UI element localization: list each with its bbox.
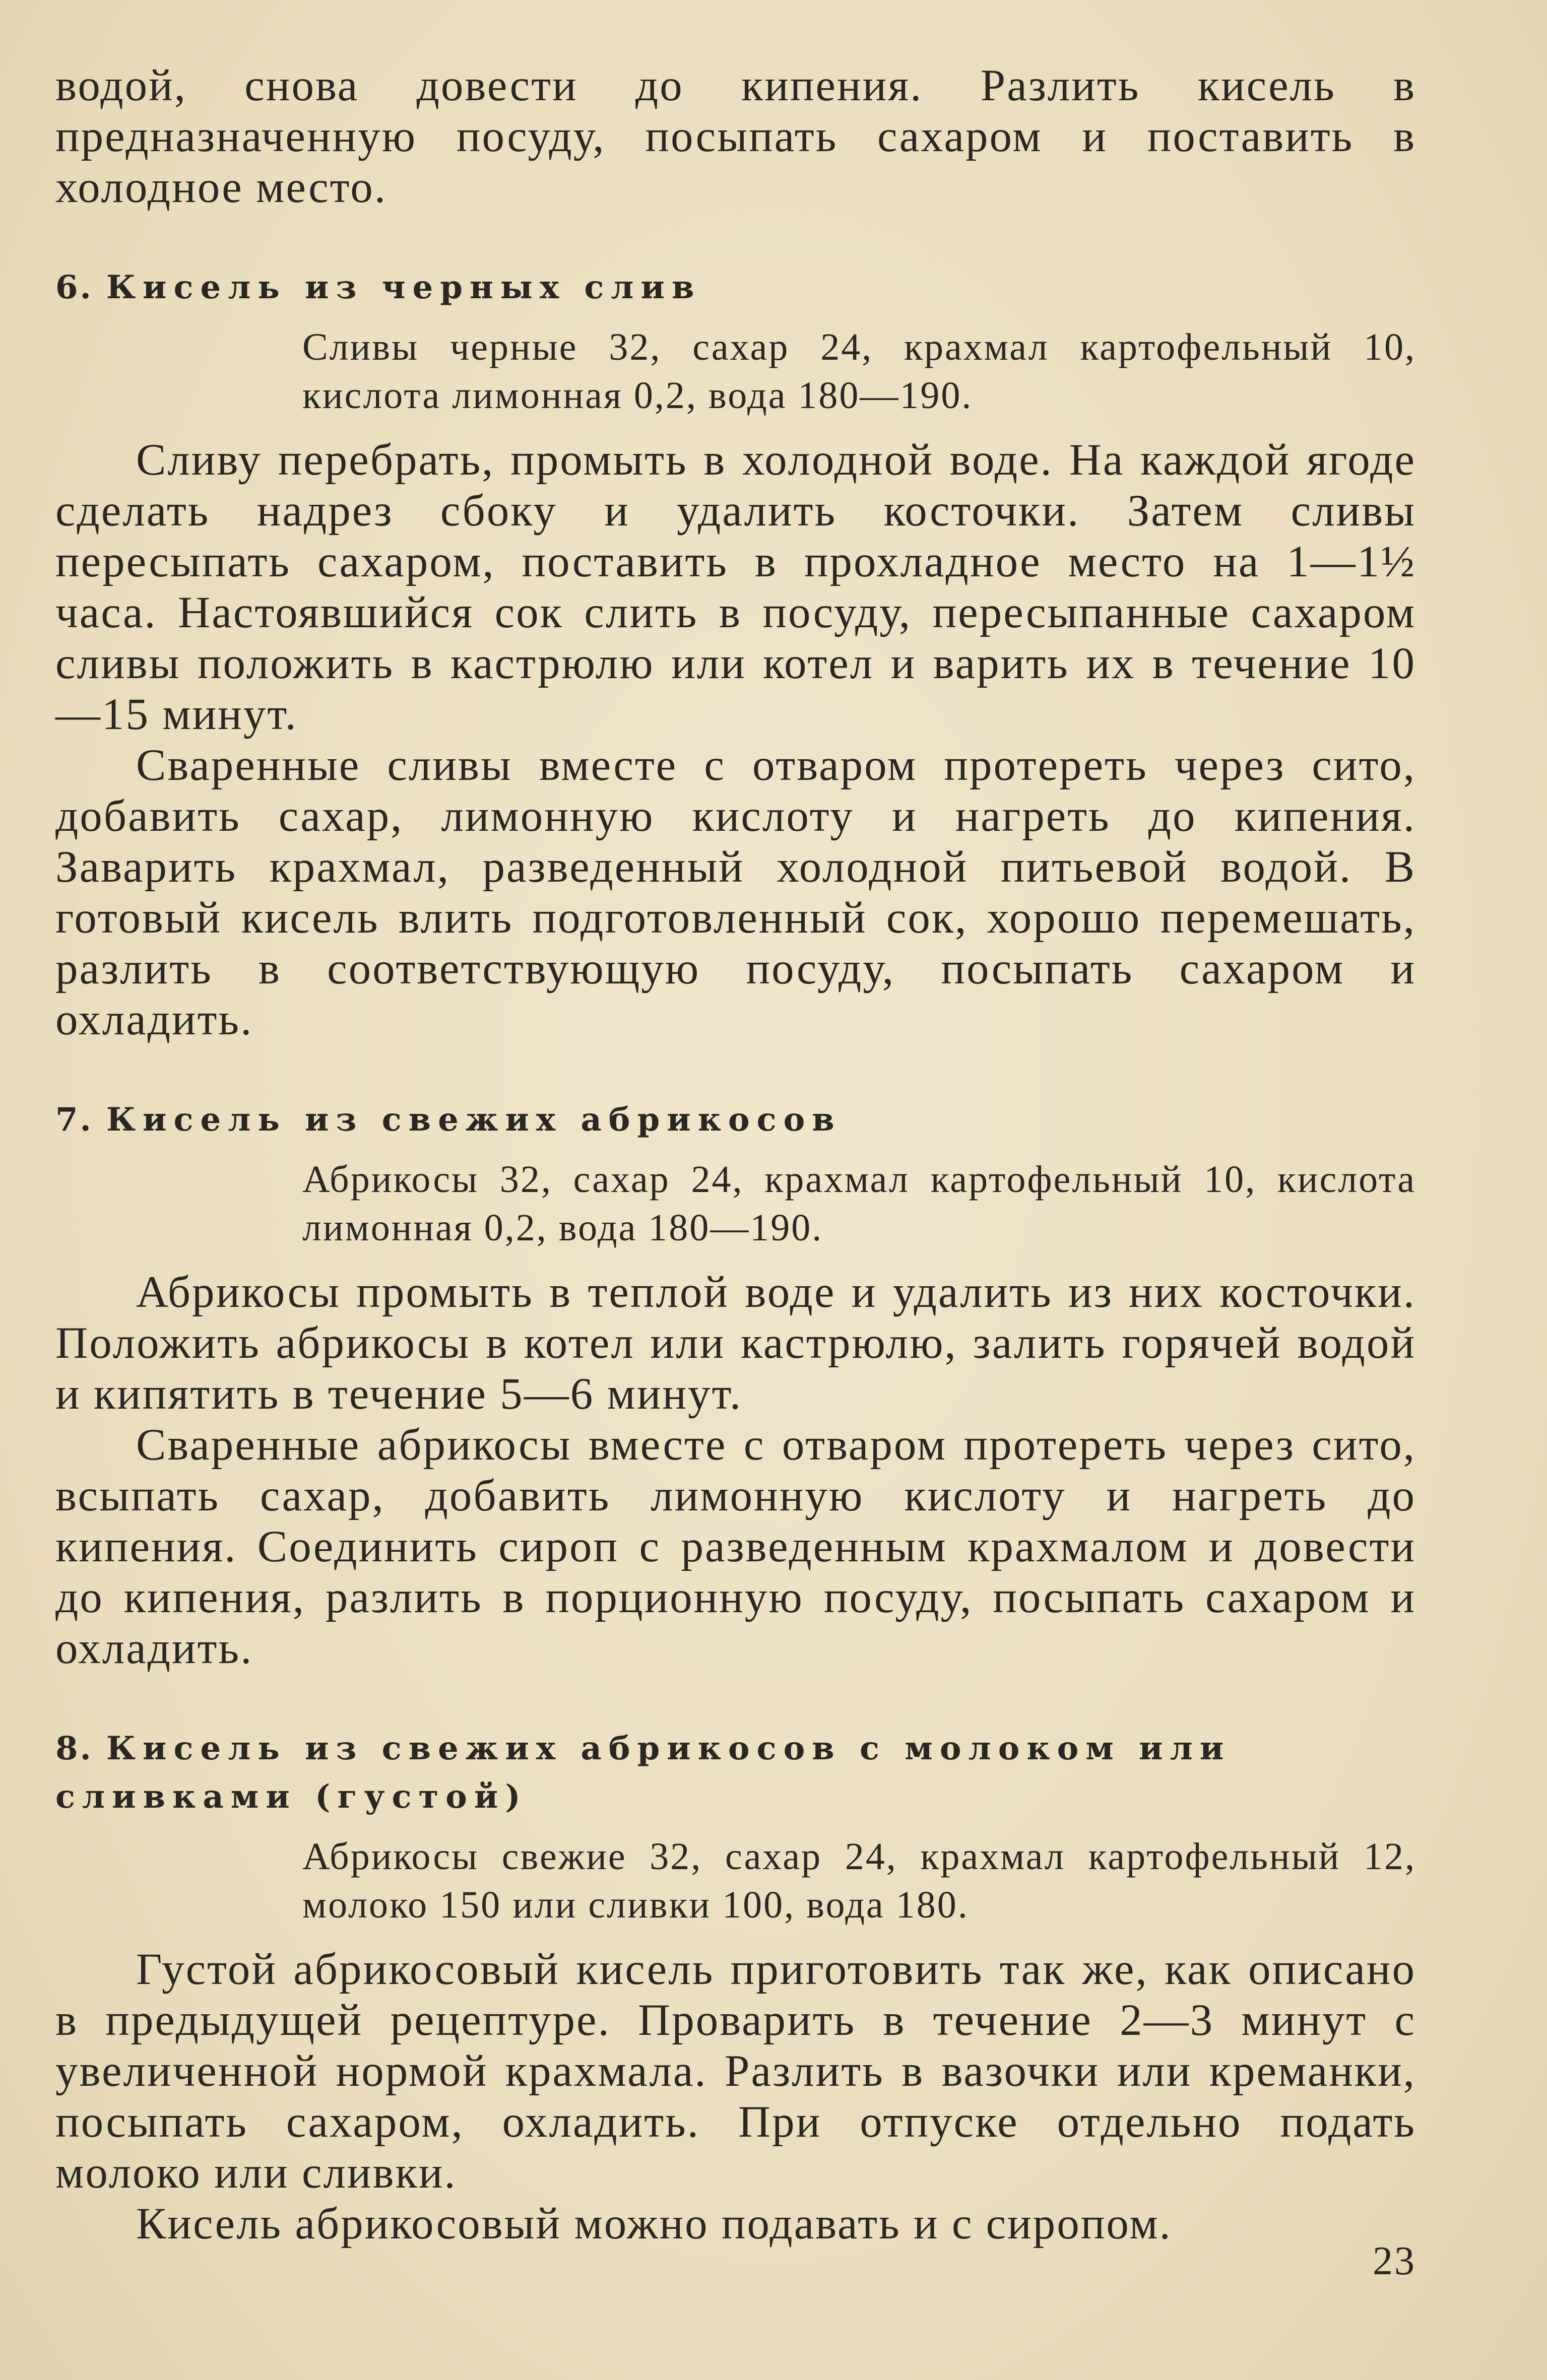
recipe-7-ingredients: Абрикосы 32, сахар 24, крахмал картофельный 10, кислота лимонная 0,2, вода 180—190.	[302, 1158, 1416, 1249]
recipe-6	[55, 263, 1416, 1045]
recipe-8	[55, 1725, 1416, 2250]
recipe-6-title: Кисель из черных слив	[106, 269, 701, 306]
recipe-6-paragraph-2: Сваренные сливы вместе с отваром протереть через сито, добавить сахар, лимонную кислоту и нагреть до кипения. Заварить крахмал, разведенный холодной питьевой водой. В готовый кисель влить подготовленный сок, хорошо перемешать, разлить в соответствующую посуду, посыпать сахаром и охладить.	[55, 741, 1416, 1044]
recipe-8-title: Кисель из свежих абрикосов с молоком или сливками (густой)	[55, 1730, 1231, 1816]
recipe-6-heading	[55, 263, 1416, 312]
recipe-7-paragraph-2: Сваренные абрикосы вместе с отваром протереть через сито, всыпать сахар, добавить лимонную кислоту и нагреть до кипения. Соединить сироп с разведенным крахмалом и довести до кипения, разлить в порционную посуду, посыпать сахаром и охладить.	[55, 1420, 1416, 1673]
intro-paragraph: водой, снова довести до кипения. Разлить кисель в предназначенную посуду, посыпать сахаром и поставить в холодное место.	[55, 61, 1416, 212]
page-number: 23	[1373, 2239, 1416, 2283]
recipe-8-number: 8.	[55, 1730, 93, 1767]
book-page	[55, 60, 1416, 2250]
recipe-7-number: 7.	[55, 1101, 93, 1139]
recipe-6-number: 6.	[55, 269, 93, 306]
recipe-6-paragraph-1: Сливу перебрать, промыть в холодной воде. На каждой ягоде сделать надрез сбоку и удалить косточки. Затем сливы пересыпать сахаром, поставить в прохладное место на 1—1½ часа. Настоявшийся сок слить в посуду, пересыпанные сахаром сливы положить в кастрюлю или котел и варить их в течение 10—15 минут.	[55, 435, 1416, 739]
recipe-8-paragraph-2: Кисель абрикосовый можно подавать и с сиропом.	[136, 2199, 1172, 2249]
recipe-8-ingredients: Абрикосы свежие 32, сахар 24, крахмал картофельный 12, молоко 150 или сливки 100, вода 180.	[302, 1835, 1416, 1926]
recipe-7	[55, 1096, 1416, 1674]
recipe-8-paragraph-1: Густой абрикосовый кисель приготовить так же, как описано в предыдущей рецептуре. Проварить в течение 2—3 минут с увеличенной нормой крахмала. Разлить в вазочки или креманки, посыпать сахаром, охладить. При отпуске отдельно подать молоко или сливки.	[55, 1945, 1416, 2198]
recipe-6-ingredients: Сливы черные 32, сахар 24, крахмал картофельный 10, кислота лимонная 0,2, вода 180—190.	[302, 326, 1416, 417]
recipe-7-heading	[55, 1096, 1416, 1144]
recipe-8-heading	[55, 1725, 1416, 1821]
recipe-7-paragraph-1: Абрикосы промыть в теплой воде и удалить из них косточки. Положить абрикосы в котел или кастрюлю, залить горячей водой и кипятить в течение 5—6 минут.	[55, 1268, 1416, 1419]
recipe-7-title: Кисель из свежих абрикосов	[106, 1101, 842, 1139]
